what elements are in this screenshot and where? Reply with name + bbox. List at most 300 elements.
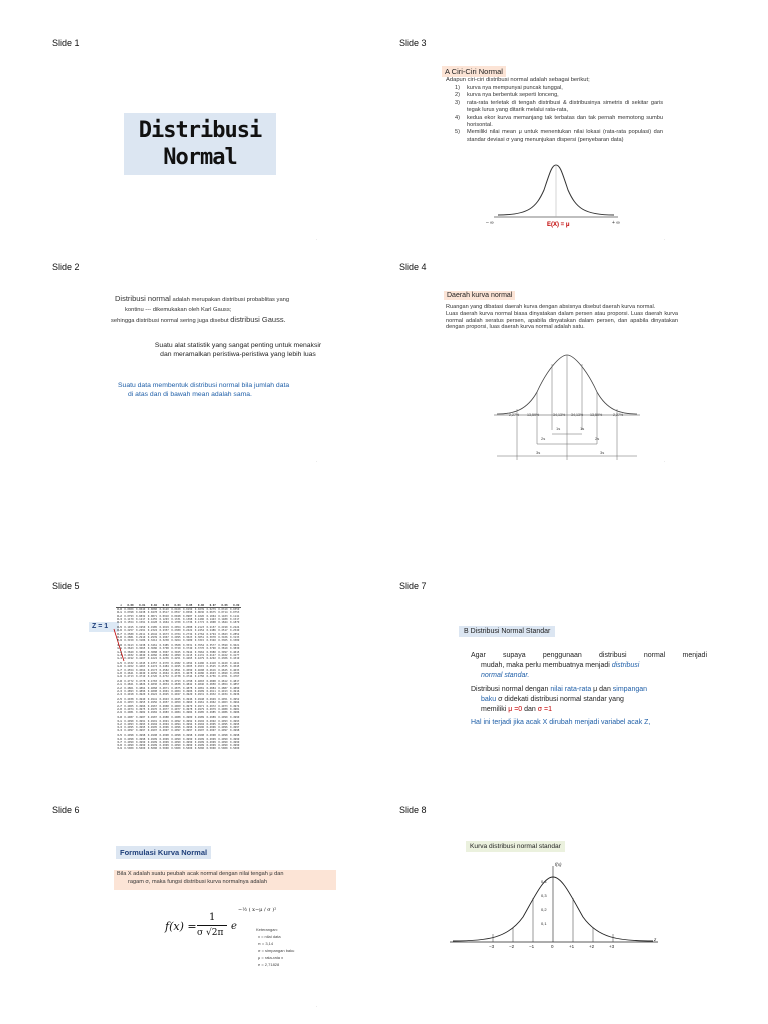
list-item-text: kedua ekor kurva memanjang tak terbatas dan tak pernah memotong sumbu horisontal. xyxy=(467,114,663,129)
formula-numerator: 1 xyxy=(209,912,216,923)
z-table-cell: 0.4997 xyxy=(136,729,146,733)
std-ytick-4: 0,1 xyxy=(541,921,547,926)
z-table-cell: 0.5000 xyxy=(230,747,240,751)
z-table-cell: 0.3962 xyxy=(194,650,205,654)
z-table-cell: 0.4998 xyxy=(171,734,181,738)
z-table-cell: 0.4633 xyxy=(230,668,240,672)
z-table-cell: 0.5000 xyxy=(183,747,193,751)
z-table-cell: 0.3980 xyxy=(206,650,216,654)
z-table-cell: 0.4949 xyxy=(206,698,216,702)
z-table-cell: 0.4996 xyxy=(159,725,169,729)
z-table-cell: 0.4995 xyxy=(206,722,216,726)
z-table-cell: 0.4783 xyxy=(147,680,158,684)
slide-7-p2 xyxy=(471,685,711,715)
z-table-cell: 0.2054 xyxy=(171,626,181,630)
z-table-cell: 0.4981 xyxy=(230,707,240,711)
z-table-cell: 0.4998 xyxy=(124,737,134,741)
z-table-header-cell: z xyxy=(116,604,123,608)
pct-5: 13,59% xyxy=(590,413,603,417)
z-table-cell: 0.4999 xyxy=(124,740,134,744)
z-table-cell: 0.4236 xyxy=(159,657,169,661)
slide-3-intro: Adapun ciri-ciri distribusi normal adalah sebagai berikut; xyxy=(446,77,590,83)
z-table-row xyxy=(116,621,241,624)
z-table-cell: 0.4896 xyxy=(136,689,146,693)
para3-line2: di atas dan di bawah mean adalah sama. xyxy=(128,391,252,398)
z-table-cell: 0.4977 xyxy=(171,707,181,711)
z-table-cell: 0.4996 xyxy=(171,725,181,729)
z-table-cell: 0.4989 xyxy=(206,716,216,720)
z-table-row-label: 2.3 xyxy=(117,689,122,693)
z-table-cell: 0.4998 xyxy=(124,734,134,738)
z-table-cell: 0.0636 xyxy=(194,611,205,615)
z-table-cell: 0.4964 xyxy=(230,701,240,705)
list-item-number: 2) xyxy=(455,92,460,99)
z-table-cell: 0.1879 xyxy=(230,621,240,625)
z-table-cell: 0.4995 xyxy=(218,722,228,726)
z-table-row-label: 0.9 xyxy=(117,639,122,643)
slide-3-list-item xyxy=(455,129,663,144)
slide-2-label: Slide 2 xyxy=(52,262,80,272)
z-table-cell: 0.4808 xyxy=(206,680,216,684)
z-table-cell: 0.4994 xyxy=(183,722,193,726)
z-table-cell: 0.3708 xyxy=(159,647,169,651)
z-table-row xyxy=(116,639,241,642)
z-table-cell: 0.4938 xyxy=(124,698,134,702)
z-table-cell: 0.0675 xyxy=(206,611,216,615)
z-table-cell: 0.4591 xyxy=(171,668,181,672)
s7-p1-line1: Agar supaya penggunaan distribusi normal menjadi xyxy=(471,652,707,659)
term-distribusi-normal: Distribusi normal xyxy=(115,294,171,303)
z-table-cell: 0.4971 xyxy=(194,704,205,708)
z-table-cell: 0.4987 xyxy=(124,716,134,720)
z-table-cell: 0.0319 xyxy=(218,608,228,612)
z-table-cell: 0.4738 xyxy=(171,675,181,679)
z-table-cell: 0.4999 xyxy=(183,743,193,747)
z-table-cell: 0.0239 xyxy=(194,608,205,612)
z-table-cell: 0.2734 xyxy=(183,632,193,636)
z-table-row-label: 3.8 xyxy=(117,743,122,747)
z-table-cell: 0.4099 xyxy=(171,653,181,657)
z-table-row-label: 3.5 xyxy=(117,734,122,738)
z-table-cell: 0.4999 xyxy=(206,737,216,741)
list-item-number: 1) xyxy=(455,85,460,91)
z-table-cell: 0.2939 xyxy=(147,635,158,639)
z-table-cell: 0.3944 xyxy=(183,650,193,654)
z-table-cell: 0.5000 xyxy=(194,747,205,751)
z-table-cell: 0.4878 xyxy=(183,686,193,690)
z-table-cell: 0.4997 xyxy=(124,729,134,733)
z-table-row xyxy=(116,747,241,750)
legend-item-4: μ = rata-rata x xyxy=(258,955,284,960)
slide-5-label: Slide 5 xyxy=(52,581,80,591)
z-table-cell: 0.4989 xyxy=(194,716,205,720)
z-table-cell: 0.4995 xyxy=(136,725,146,729)
z-table-cell: 0.4826 xyxy=(136,683,146,687)
z-table-cell: 0.2823 xyxy=(218,632,228,636)
z-table-cell: 0.4564 xyxy=(136,668,146,672)
z-table-cell: 0.3413 xyxy=(124,644,134,648)
z-table-cell: 0.4998 xyxy=(147,734,158,738)
z-table-row-label: 2.0 xyxy=(117,680,122,684)
z-table-row-label: 0.2 xyxy=(117,614,122,618)
slide-1-page-dot: · xyxy=(316,237,318,242)
z-table-header-cell: 0.00 xyxy=(123,604,135,608)
z-table-cell: 0.3315 xyxy=(194,639,205,643)
z-table-cell: 0.2190 xyxy=(218,626,228,630)
z-table-cell: 0.4279 xyxy=(194,657,205,661)
z-table-cell: 0.0199 xyxy=(183,608,193,612)
z-table-cell: 0.4761 xyxy=(218,675,228,679)
z-table-cell: 0.4997 xyxy=(206,729,216,733)
z-table-cell: 0.4998 xyxy=(136,734,146,738)
z-table-cell: 0.4732 xyxy=(159,675,169,679)
s6-desc-a: Bila X adalah suatu peubah acak normal dengan nilai tengah μ dan xyxy=(117,871,284,877)
std-xtick-4: 0 xyxy=(551,944,554,949)
z-table-cell: 0.2673 xyxy=(159,632,169,636)
z-table-cell: 0.4934 xyxy=(218,693,228,697)
z-table-cell: 0.0000 xyxy=(124,608,134,612)
list-item-number: 3) xyxy=(455,99,460,106)
z-table-cell: 0.4817 xyxy=(230,680,240,684)
formula-denominator: σ √2π xyxy=(197,928,224,938)
para3-line1: Suatu data membentuk distribusi normal bila jumlah data xyxy=(118,382,290,389)
z-table-cell: 0.4991 xyxy=(147,719,158,723)
z-table-cell: 0.4986 xyxy=(218,711,228,715)
slide-8-header: Kurva distribusi normal standar xyxy=(466,841,565,852)
z-table-cell: 0.4960 xyxy=(183,701,193,705)
z-table-cell: 0.0714 xyxy=(218,611,228,615)
z-table-row-label: 2.8 xyxy=(117,707,122,711)
z-table-cell: 0.4884 xyxy=(206,686,216,690)
z-table-cell: 0.2611 xyxy=(136,632,146,636)
list-item-number: 5) xyxy=(455,129,460,136)
z-table-cell: 0.4920 xyxy=(136,693,146,697)
slide-2-para1 xyxy=(111,294,345,326)
z-table-cell: 0.4992 xyxy=(206,719,216,723)
z-table-row-label: 2.4 xyxy=(117,693,122,697)
z-table-cell: 0.2357 xyxy=(159,629,169,633)
z-table-cell: 0.4982 xyxy=(147,711,158,715)
z-table-cell: 0.3438 xyxy=(136,644,146,648)
z-table-cell: 0.4162 xyxy=(218,653,228,657)
slide-6-label: Slide 6 xyxy=(52,805,80,815)
z-table-cell: 0.2324 xyxy=(147,629,158,633)
z-table-row-label: 3.3 xyxy=(117,725,122,729)
pct-4: 34,13% xyxy=(571,413,584,417)
z-table-cell: 0.4850 xyxy=(206,683,216,687)
z-table-cell: 0.3577 xyxy=(206,644,216,648)
z-table-cell: 0.4998 xyxy=(194,734,205,738)
z-table-cell: 0.4999 xyxy=(183,737,193,741)
z-table-cell: 0.0871 xyxy=(147,614,158,618)
z-table-row-label: 1.6 xyxy=(117,665,122,669)
z-table-cell: 0.5000 xyxy=(147,747,158,751)
z-table-row-label: 0.6 xyxy=(117,629,122,633)
z-table-cell: 0.4131 xyxy=(194,653,205,657)
z-table-cell: 0.5000 xyxy=(124,747,134,751)
pct-2: 13,59% xyxy=(527,413,540,417)
list-item-text: kurva nya berbentuk seperti lonceng, xyxy=(467,92,559,99)
pct-6: 2,27% xyxy=(613,413,624,417)
z-table-cell: 0.4750 xyxy=(194,675,205,679)
z-table-cell: 0.4916 xyxy=(230,689,240,693)
z-table-cell: 0.4793 xyxy=(171,680,181,684)
z-table-row-label: 3.7 xyxy=(117,740,122,744)
z-table-header-cell: 0.07 xyxy=(205,604,217,608)
z-table-cell: 0.3925 xyxy=(171,650,181,654)
z-table-cell: 0.4984 xyxy=(183,711,193,715)
z-table-cell: 0.4967 xyxy=(147,704,158,708)
slide-4-text xyxy=(446,304,678,331)
slide-8-label: Slide 8 xyxy=(399,805,427,815)
z-table-cell: 0.0279 xyxy=(206,608,216,612)
z-table-cell: 0.3621 xyxy=(230,644,240,648)
sigma-label-2: 1s xyxy=(580,426,585,431)
legend-item-5: e = 2,71828 xyxy=(258,962,280,967)
z-table-cell: 0.4911 xyxy=(206,689,216,693)
axis-right-label: + ∞ xyxy=(612,220,620,226)
z-table-cell: 0.4554 xyxy=(124,668,134,672)
z-table-cell: 0.0910 xyxy=(159,614,169,618)
z-table-cell: 0.4999 xyxy=(147,740,158,744)
slide-4-p1: Ruangan yang dibatasi daerah kurva dengan absisnya disebut daerah kurva normal. xyxy=(446,304,656,310)
z-table-cell: 0.4961 xyxy=(194,701,205,705)
z-table-cell: 0.4706 xyxy=(230,671,240,675)
z-table-cell: 0.4997 xyxy=(218,729,228,733)
slide-3-list xyxy=(455,85,663,144)
list-item-number: 4) xyxy=(455,114,460,121)
z-table-cell: 0.4973 xyxy=(218,704,228,708)
z-table-cell: 0.4901 xyxy=(159,689,169,693)
z-table-cell: 0.1331 xyxy=(171,617,181,621)
z-table-cell: 0.4999 xyxy=(218,743,228,747)
z-table-cell: 0.4999 xyxy=(147,743,158,747)
z-table-cell: 0.2123 xyxy=(194,626,205,630)
z-table-cell: 0.4834 xyxy=(159,683,169,687)
z-table-cell: 0.4959 xyxy=(171,701,181,705)
z-table-cell: 0.4997 xyxy=(159,729,169,733)
z-table-cell: 0.0438 xyxy=(136,611,146,615)
z-table-cell: 0.4418 xyxy=(206,662,216,666)
slide-4-area-chart xyxy=(492,352,642,462)
z-table-cell: 0.0948 xyxy=(171,614,181,618)
z-table-cell: 0.3078 xyxy=(206,635,216,639)
z-table-cell: 0.4999 xyxy=(159,737,169,741)
formula-e: e xyxy=(231,921,237,932)
z-table-cell: 0.3599 xyxy=(218,644,228,648)
z-label: Z = 1 xyxy=(92,623,109,630)
z-table-cell: 0.5000 xyxy=(136,747,146,751)
z-table-cell: 0.4992 xyxy=(194,719,205,723)
z-table-cell: 0.2291 xyxy=(136,629,146,633)
z-table-cell: 0.1217 xyxy=(136,617,146,621)
z-table-cell: 0.4608 xyxy=(194,668,205,672)
z-table-cell: 0.4953 xyxy=(124,701,134,705)
slide-1-label: Slide 1 xyxy=(52,38,80,48)
z-table-cell: 0.4999 xyxy=(171,740,181,744)
z-table-cell: 0.4994 xyxy=(194,722,205,726)
slide-3-list-item xyxy=(455,92,663,99)
z-table-cell: 0.4999 xyxy=(194,740,205,744)
z-table-cell: 0.0120 xyxy=(159,608,169,612)
z-table-cell: 0.4968 xyxy=(159,704,169,708)
z-table-cell: 0.4976 xyxy=(147,707,158,711)
z-table-cell: 0.4370 xyxy=(159,662,169,666)
s7-p1-d: normal standar. xyxy=(481,672,530,679)
z-table-cell: 0.2157 xyxy=(206,626,216,630)
z-table-cell: 0.4222 xyxy=(147,657,158,661)
z-table-cell: 0.4332 xyxy=(124,662,134,666)
z-table-cell: 0.4979 xyxy=(194,707,205,711)
z-table-cell: 0.1480 xyxy=(218,617,228,621)
z-table-cell: 0.4641 xyxy=(124,671,134,675)
s7-p2-b: nilai rata-rata xyxy=(550,686,592,693)
z-table-cell: 0.0080 xyxy=(147,608,158,612)
z-table-cell: 0.4699 xyxy=(218,671,228,675)
z-table-cell: 0.1368 xyxy=(183,617,193,621)
z-table-row-label: 2.5 xyxy=(117,698,122,702)
para1-text-c: kontinu --- dikemukakan oleh Karl Gauss; xyxy=(125,307,232,313)
slide-3-label: Slide 3 xyxy=(399,38,427,48)
z-table-cell: 0.1103 xyxy=(218,614,228,618)
slide-2-para2 xyxy=(118,341,358,359)
z-table-row xyxy=(116,729,241,732)
z-table-cell: 0.4616 xyxy=(206,668,216,672)
z-table-cell: 0.2517 xyxy=(218,629,228,633)
list-item-text: kurva nya mempunyai puncak tunggal, xyxy=(467,85,563,91)
z-table-row-label: 1.3 xyxy=(117,653,122,657)
z-table-cell: 0.3554 xyxy=(194,644,205,648)
z-table-cell: 0.1517 xyxy=(230,617,240,621)
z-table-cell: 0.4982 xyxy=(136,711,146,715)
para2-line2: dan meramalkan peristiwa-peristiwa yang lebih luas xyxy=(160,351,316,358)
z-table-cell: 0.4993 xyxy=(136,722,146,726)
z-table-cell: 0.4956 xyxy=(147,701,158,705)
formula-lhs: f(x) = xyxy=(165,920,197,933)
z-table-cell: 0.4306 xyxy=(218,657,228,661)
z-table-cell: 0.3830 xyxy=(230,647,240,651)
z-table-cell: 0.4979 xyxy=(206,707,216,711)
z-table-cell: 0.4999 xyxy=(218,737,228,741)
z-table-cell: 0.4719 xyxy=(136,675,146,679)
z-table-cell: 0.4991 xyxy=(136,719,146,723)
z-table-cell: 0.4972 xyxy=(206,704,216,708)
z-table-cell: 0.4946 xyxy=(183,698,193,702)
para1-text-d: sehingga distribusi normal sering juga disebut xyxy=(111,318,231,324)
z-table-cell: 0.2704 xyxy=(171,632,181,636)
z-table-cell: 0.0398 xyxy=(124,611,134,615)
slide-6-page-dot: · xyxy=(316,1004,318,1009)
slide-4-label: Slide 4 xyxy=(399,262,427,272)
std-xtick-7: +3 xyxy=(609,944,615,949)
z-table-cell: 0.3790 xyxy=(206,647,216,651)
z-table-cell: 0.5000 xyxy=(171,747,181,751)
z-table-cell: 0.4846 xyxy=(194,683,205,687)
z-table-cell: 0.4977 xyxy=(159,707,169,711)
z-table-cell: 0.4985 xyxy=(194,711,205,715)
z-table-cell: 0.4922 xyxy=(147,693,158,697)
z-table-cell: 0.1406 xyxy=(194,617,205,621)
z-table-cell: 0.4452 xyxy=(124,665,134,669)
z-table-cell: 0.4931 xyxy=(194,693,205,697)
pct-3: 34,13% xyxy=(553,413,566,417)
z-table-cell: 0.5000 xyxy=(206,747,216,751)
legend-title: Keterangan: xyxy=(256,927,278,932)
z-table-row-label: 0.8 xyxy=(117,635,122,639)
z-table-cell: 0.4319 xyxy=(230,657,240,661)
z-table-cell: 0.0359 xyxy=(230,608,240,612)
z-table-cell: 0.4875 xyxy=(171,686,181,690)
z-table-cell: 0.4970 xyxy=(183,704,193,708)
z-table-row-label: 3.0 xyxy=(117,716,122,720)
slide-3-list-item xyxy=(455,100,663,115)
z-table-cell: 0.1664 xyxy=(159,621,169,625)
list-item-text: Memiliki nilai mean μ untuk menentukan nilai lokasi (rata-rata populasi) dan standar deviasi σ yang menunjukan dispersi (penyebaran data) xyxy=(467,129,663,143)
z-table-cell: 0.3643 xyxy=(124,647,134,651)
z-table-row-label: 3.6 xyxy=(117,737,122,741)
z-table-cell: 0.4573 xyxy=(147,668,158,672)
z-table-cell: 0.2967 xyxy=(159,635,169,639)
z-table-cell: 0.4406 xyxy=(194,662,205,666)
z-table-cell: 0.4998 xyxy=(183,734,193,738)
slide-6-legend xyxy=(256,926,294,968)
z-table-cell: 0.4265 xyxy=(183,657,193,661)
z-table-cell: 0.1844 xyxy=(218,621,228,625)
slide-3-list-item xyxy=(455,115,663,130)
z-table-cell: 0.2389 xyxy=(171,629,181,633)
z-table-cell: 0.4969 xyxy=(171,704,181,708)
z-table-row xyxy=(116,693,241,696)
z-table-cell: 0.4999 xyxy=(136,740,146,744)
z-table-cell: 0.4066 xyxy=(147,653,158,657)
z-table-cell: 0.3907 xyxy=(159,650,169,654)
z-table-cell: 0.4990 xyxy=(124,719,134,723)
z-table-cell: 0.4986 xyxy=(230,711,240,715)
z-table-cell: 0.4474 xyxy=(147,665,158,669)
z-table-cell: 0.2580 xyxy=(124,632,134,636)
z-table-cell: 0.4484 xyxy=(159,665,169,669)
z-table-cell: 0.2224 xyxy=(230,626,240,630)
z-table-cell: 0.3186 xyxy=(136,639,146,643)
z-table-cell: 0.1141 xyxy=(230,614,240,618)
s7-mu-zero: μ =0 xyxy=(508,706,523,713)
z-table-cell: 0.4984 xyxy=(171,711,181,715)
z-table-row-label: 2.9 xyxy=(117,711,122,715)
z-table-cell: 0.4177 xyxy=(230,653,240,657)
z-table-cell: 0.1700 xyxy=(171,621,181,625)
z-table-cell: 0.0596 xyxy=(183,611,193,615)
sigma-label-4: 2s xyxy=(595,436,600,441)
z-table-cell: 0.3340 xyxy=(206,639,216,643)
z-table-cell: 0.4893 xyxy=(124,689,134,693)
z-table-cell: 0.3531 xyxy=(183,644,193,648)
std-xtick-3: −1 xyxy=(529,944,535,949)
s6-desc-b: ragam σ, maka fungsi distribusi kurva normalnya adalah xyxy=(128,879,268,885)
z-table-cell: 0.4345 xyxy=(136,662,146,666)
z-table-cell: 0.4904 xyxy=(171,689,181,693)
z-table-cell: 0.1808 xyxy=(206,621,216,625)
z-table-cell: 0.4997 xyxy=(194,729,205,733)
s7-p2-c: μ dan xyxy=(591,686,613,693)
z-table-cell: 0.4999 xyxy=(171,743,181,747)
z-table-row-label: 1.4 xyxy=(117,657,122,661)
z-table-cell: 0.0832 xyxy=(136,614,146,618)
z-table-cell: 0.4744 xyxy=(183,675,193,679)
z-table-cell: 0.3810 xyxy=(218,647,228,651)
z-table-cell: 0.4997 xyxy=(171,729,181,733)
z-table-cell: 0.5000 xyxy=(159,747,169,751)
z-table-cell: 0.3849 xyxy=(124,650,134,654)
